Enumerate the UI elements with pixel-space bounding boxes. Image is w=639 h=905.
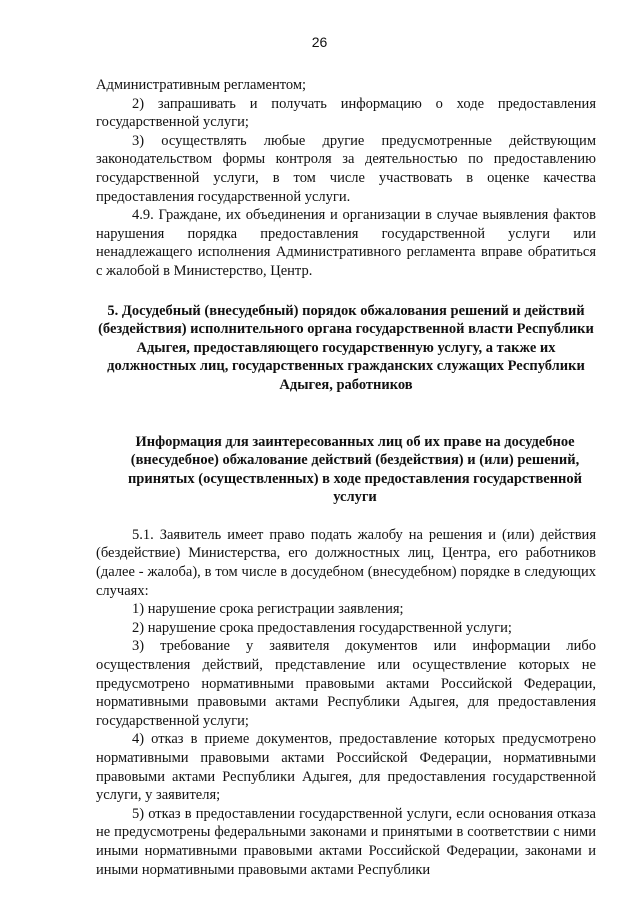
page-content	[96, 76, 596, 879]
paragraph-continuation: Административным регламентом;	[96, 77, 307, 93]
list-item-3: 3) требование у заявителя документов или информации либо осуществления действий, представление или осуществление которых не предусмотрено нормативными правовыми актами Российской Федерации, нормативными правовыми актами Республики Адыгея, для предоставления государственной услуги;	[96, 638, 596, 729]
section-heading: 5. Досудебный (внесудебный) порядок обжалования решений и действий (бездействия) исполнительного органа государственной власти Республики Адыгея, предоставляющего государственную услугу, а также их должностных лиц, государственных гражданских служащих Республики Адыгея, работников	[98, 302, 594, 393]
list-item-1: 1) нарушение срока регистрации заявления;	[132, 601, 404, 618]
paragraph-item-2: 2) запрашивать и получать информацию о ходе предоставления государственной услуги;	[96, 95, 596, 131]
list-item-5: 5) отказ в предоставлении государственной услуги, если основания отказа не предусмотрены федеральными законами и принятыми в соответствии с ними иными нормативными правовыми актами Российской Федерации, законами и иными нормативными правовыми актами Республики	[96, 805, 596, 878]
list-item-2: 2) нарушение срока предоставления государственной услуги;	[132, 619, 512, 636]
paragraph-5-1: 5.1. Заявитель имеет право подать жалобу на решения и (или) действия (бездействие) Министерства, его должностных лиц, Центра, его работников (далее - жалоба), в том числе в досудебном (внесудебном) порядке в следующих случаях:	[96, 526, 596, 599]
paragraph-4-9: 4.9. Граждане, их объединения и организации в случае выявления фактов нарушения порядка предоставления государственной услуги или ненадлежащего исполнения Административного регламента вправе обратиться с жалобой в Министерство, Центр.	[96, 207, 596, 279]
paragraph-item-3: 3) осуществлять любые другие предусмотренные действующим законодательством формы контроля за деятельностью по предоставлению государственной услуги, в том числе участвовать в оценке качества предоставления государственной услуги.	[96, 132, 596, 205]
list-item-4: 4) отказ в приеме документов, предоставление которых предусмотрено нормативными правовыми актами Российской Федерации, нормативными правовыми актами Республики Адыгея, для предоставления государственной услуги, у заявителя;	[96, 731, 596, 804]
page-number: 26	[311, 34, 328, 50]
sub-heading: Информация для заинтересованных лиц об их праве на досудебное (внесудебное) обжалование действий (бездействия) и (или) решений, принятых (осуществленных) в ходе предоставления государственной услуги	[127, 433, 583, 506]
